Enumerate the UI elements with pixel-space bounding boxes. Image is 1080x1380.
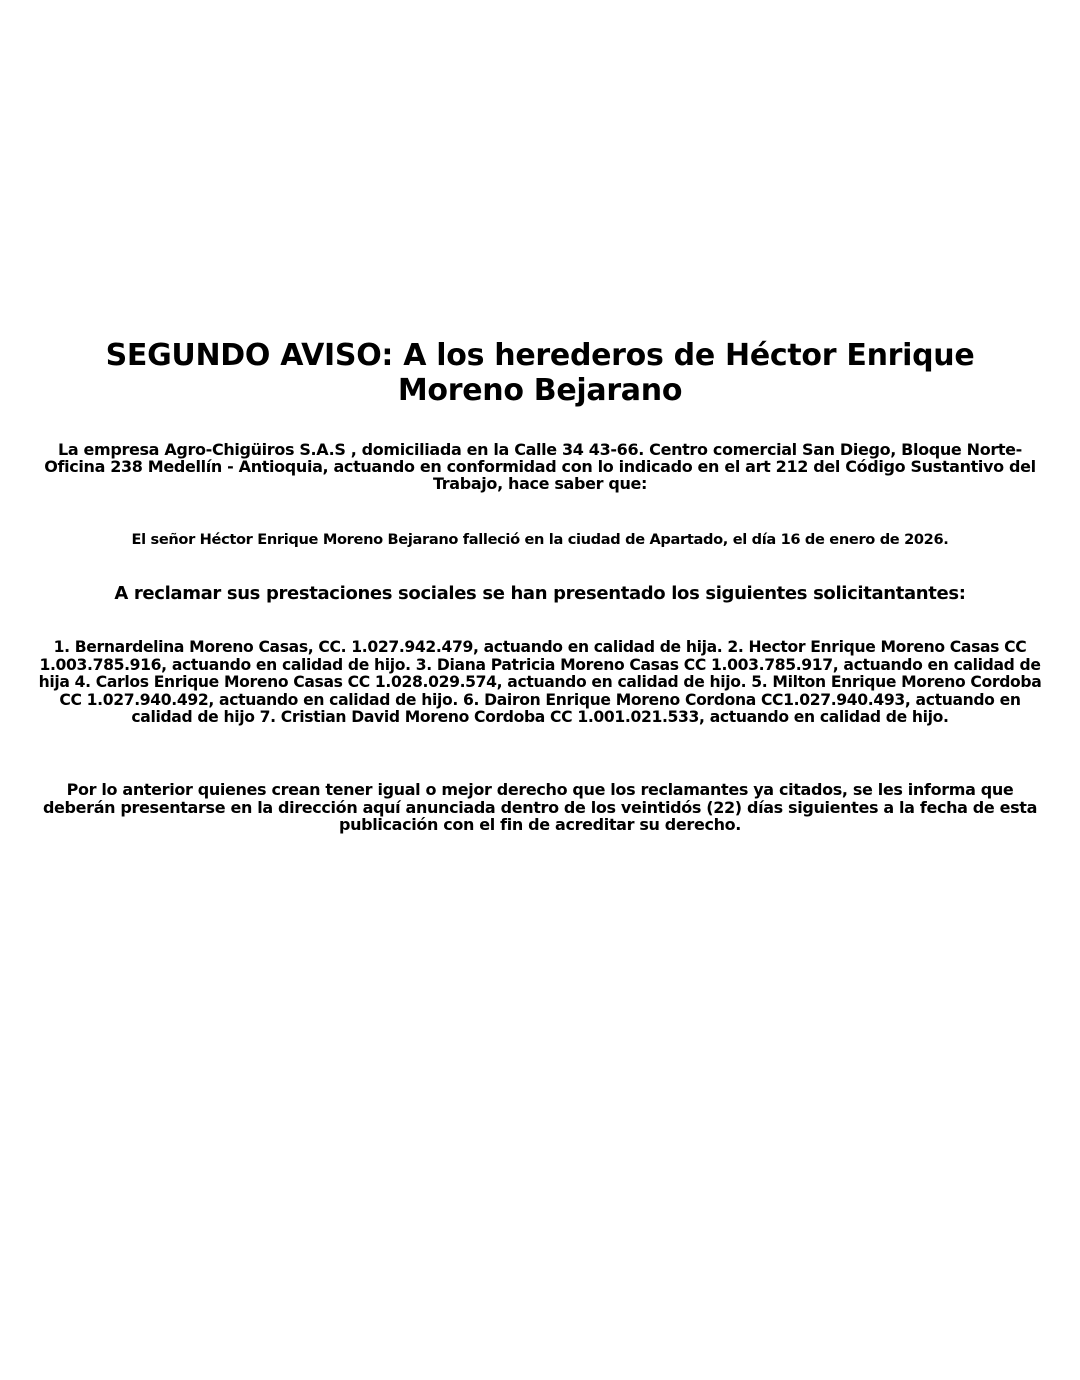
notice-title: SEGUNDO AVISO: A los herederos de Héctor Enrique Moreno Bejarano (105, 338, 975, 408)
closing-paragraph: Por lo anterior quienes crean tener igual o mejor derecho que los reclamantes ya citados, se les informa que deberán presentarse en la dirección aquí anunciada dentro de los veintidós (22) días siguientes a la fecha de esta publicación con el fin de acreditar su derecho. (42, 780, 1038, 834)
claimants-list: 1. Bernardelina Moreno Casas, CC. 1.027.942.479, actuando en calidad de hija. 2. Hector Enrique Moreno Casas CC 1.003.785.916, actuando en calidad de hijo. 3. Diana Patricia Moreno Casas CC 1.003.785.917, actuando en calidad de hija 4. Carlos Enrique Moreno Casas CC 1.028.029.574, actuando en calidad de hijo. 5. Milton Enrique Moreno Cordoba CC 1.027.940.492, actuando en calidad de hijo. 6. Dairon Enrique Moreno Cordona CC1.027.940.493, actuando en calidad de hijo 7. Cristian David Moreno Cordoba CC 1.001.021.533, actuando en calidad de hijo. (38, 638, 1042, 726)
claimants-heading: A reclamar sus prestaciones sociales se han presentado los siguientes solicitantantes: (114, 583, 966, 604)
intro-paragraph: La empresa Agro-Chigüiros S.A.S , domiciliada en la Calle 34 43-66. Centro comercial San Diego, Bloque Norte-Oficina 238 Medellín - Antioquia, actuando en conformidad con lo indicado en el art 212 del Código Sustantivo del Trabajo, hace saber que: (44, 440, 1036, 493)
death-statement: El señor Héctor Enrique Moreno Bejarano falleció en la ciudad de Apartado, el día 16 de enero de 2026. (131, 531, 949, 548)
